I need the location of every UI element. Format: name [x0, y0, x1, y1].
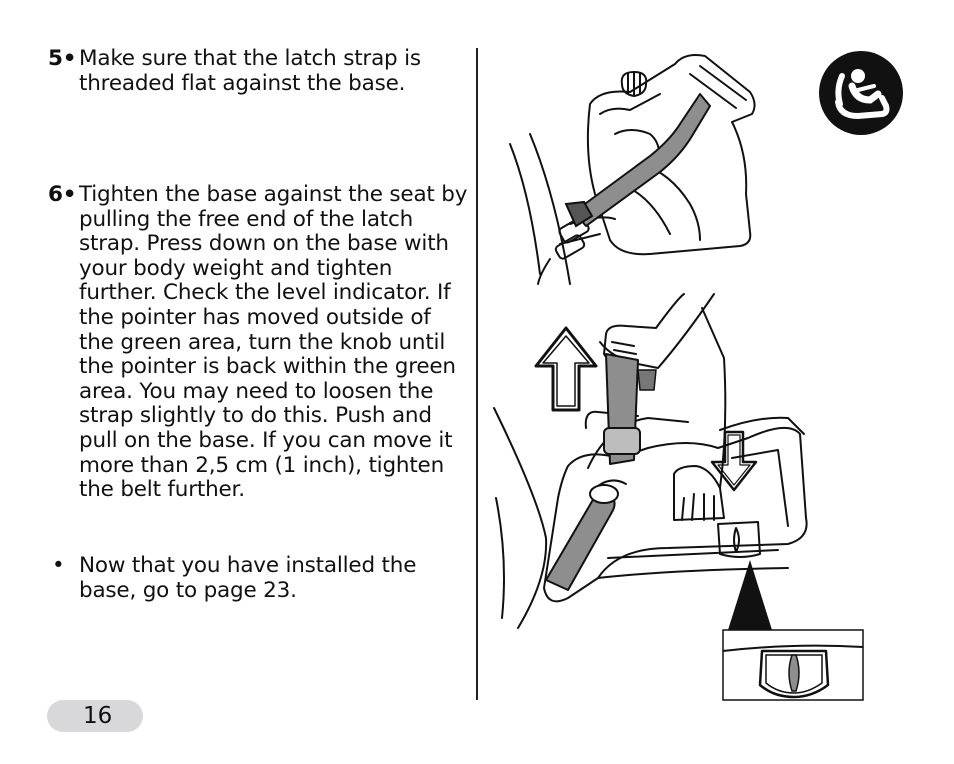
infant-car-seat-icon: [818, 50, 904, 136]
bullet-text: Now that you have installed the base, go to page 23.: [79, 553, 417, 603]
latch-strap-illustration: [500, 44, 770, 289]
step-5: [48, 47, 468, 96]
step-number: 5•: [48, 46, 77, 71]
bullet-note: [48, 554, 468, 603]
step-text: Make sure that the latch strap is threaded flat against the base.: [79, 46, 421, 96]
step-6: [48, 183, 468, 503]
step-number: 6•: [48, 182, 77, 207]
page-number-badge: [47, 700, 143, 732]
level-indicator-detail: [722, 629, 864, 701]
page-number: 16: [83, 703, 113, 729]
column-divider: [476, 48, 478, 700]
pointer-triangle: [726, 560, 774, 632]
step-text: Tighten the base against the seat by pulling the free end of the latch strap. Press down on the base with your body weight and tighten further. Check the level indicator. If the pointer has moved outside of the green area, turn the knob until the pointer is back within the green area. You may need to loosen the strap slightly to do this. Push and pull on the base. If you can move it more than 2,5 cm (1 inch), tighten the belt further.: [79, 182, 468, 503]
bullet-symbol: •: [52, 553, 65, 578]
